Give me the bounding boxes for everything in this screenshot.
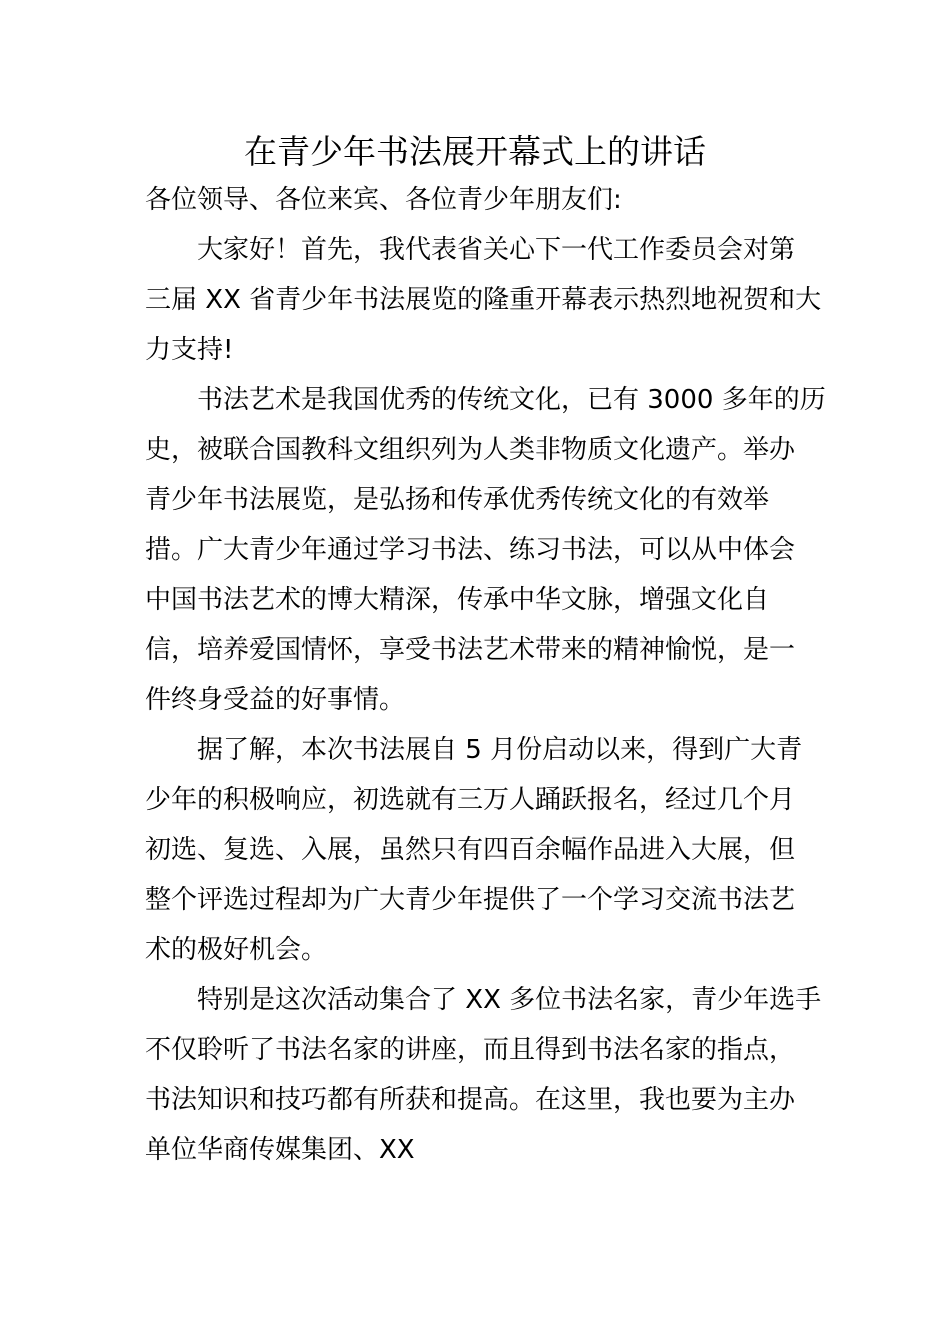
- paragraph-line: 史，被联合国教科文组织列为人类非物质文化遗产。举办: [145, 435, 796, 465]
- paragraph-line: 书法艺术是我国优秀的传统文化，已有 3000 多年的历: [197, 385, 826, 415]
- paragraph-line: 书法知识和技巧都有所获和提高。在这里，我也要为主办: [145, 1085, 796, 1115]
- paragraph-line: 大家好！首先，我代表省关心下一代工作委员会对第: [197, 235, 796, 265]
- paragraph-line: 青少年书法展览，是弘扬和传承优秀传统文化的有效举: [145, 485, 770, 515]
- paragraph-line: 信，培养爱国情怀，享受书法艺术带来的精神愉悦，是一: [145, 635, 796, 665]
- paragraph-4: [145, 975, 822, 1175]
- paragraph-1: [145, 225, 822, 375]
- paragraph-line: 力支持!: [145, 335, 234, 365]
- paragraph-line: 特别是这次活动集合了 XX 多位书法名家，青少年选手: [197, 985, 822, 1015]
- paragraph-2: [145, 375, 826, 725]
- paragraph-line: 少年的积极响应，初选就有三万人踊跃报名，经过几个月: [145, 785, 796, 815]
- paragraph-line: 据了解，本次书法展自 5 月份启动以来，得到广大青: [197, 735, 803, 765]
- document-body: [145, 175, 826, 1175]
- document-title: 在青少年书法展开幕式上的讲话: [244, 132, 706, 171]
- paragraph-3: [145, 725, 807, 975]
- salutation: 各位领导、各位来宾、各位青少年朋友们:: [145, 185, 622, 215]
- paragraph-line: 件终身受益的好事情。: [145, 685, 406, 715]
- paragraph-line: 单位华商传媒集团、XX: [145, 1135, 415, 1165]
- paragraph-line: 初选、复选、入展，虽然只有四百余幅作品进入大展，但: [145, 835, 796, 865]
- paragraph-line: 三届 XX 省青少年书法展览的隆重开幕表示热烈地祝贺和大: [145, 285, 822, 315]
- paragraph-line: 整个评选过程却为广大青少年提供了一个学习交流书法艺: [145, 885, 796, 915]
- paragraph-line: 不仅聆听了书法名家的讲座，而且得到书法名家的指点，: [145, 1035, 796, 1065]
- paragraph-line: 中国书法艺术的博大精深，传承中华文脉，增强文化自: [145, 585, 770, 615]
- paragraph-line: 措。广大青少年通过学习书法、练习书法，可以从中体会: [145, 535, 796, 565]
- paragraph-line: 术的极好机会。: [145, 935, 328, 965]
